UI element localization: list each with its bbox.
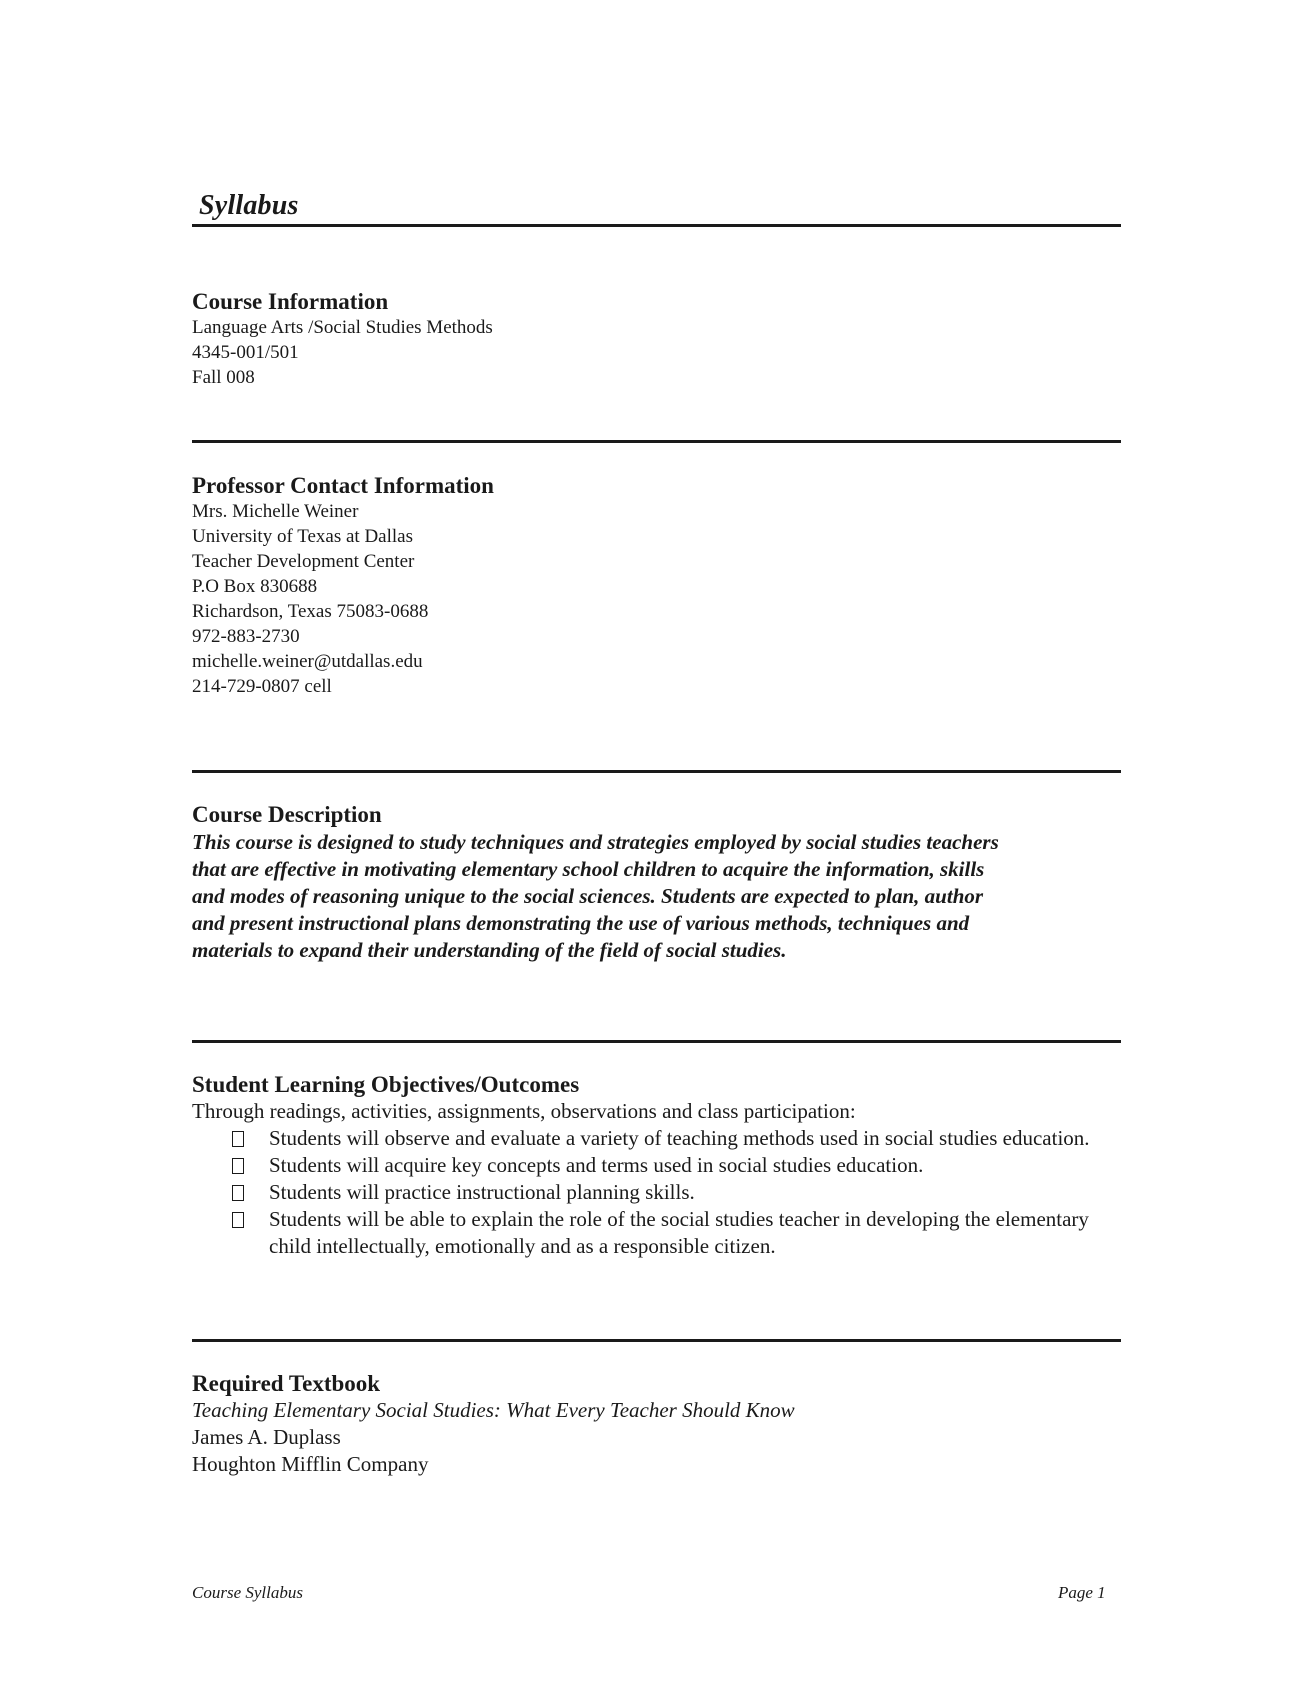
description-line: This course is designed to study techniques and strategies employed by social studies teachers	[192, 830, 999, 854]
description-line: and present instructional plans demonstrating the use of various methods, techniques and	[192, 911, 970, 935]
office-phone: 972-883-2730	[192, 626, 300, 647]
description-text	[192, 829, 1121, 964]
cell-phone: 214-729-0807 cell	[192, 676, 332, 697]
checkbox-bullet-icon	[232, 1158, 244, 1174]
university: University of Texas at Dallas	[192, 526, 413, 547]
divider	[192, 440, 1121, 443]
footer-page-number: Page 1	[1058, 1583, 1106, 1602]
textbook-publisher: Houghton Mifflin Company	[192, 1452, 429, 1476]
required-textbook-section	[192, 1370, 1121, 1478]
list-item	[192, 1152, 1121, 1179]
objectives-intro: Through readings, activities, assignments, observations and class participation:	[192, 1099, 856, 1123]
objectives-list	[192, 1125, 1121, 1260]
list-item	[192, 1125, 1121, 1152]
section-heading: Course Information	[192, 289, 389, 314]
description-line: that are effective in motivating elementary school children to acquire the information, skills	[192, 857, 985, 881]
objectives-section	[192, 1071, 1121, 1260]
section-heading: Required Textbook	[192, 1371, 381, 1396]
divider	[192, 770, 1121, 773]
divider	[192, 1339, 1121, 1342]
section-heading: Course Description	[192, 802, 382, 827]
textbook-title: Teaching Elementary Social Studies: What Every Teacher Should Know	[192, 1398, 795, 1422]
objective-text: Students will be able to explain the role of the social studies teacher in developing the elementary child intellectually, emotionally and as a responsible citizen.	[269, 1207, 1089, 1258]
section-heading: Professor Contact Information	[192, 473, 494, 498]
textbook-author: James A. Duplass	[192, 1425, 341, 1449]
description-line: and modes of reasoning unique to the social sciences. Students are expected to plan, author	[192, 884, 984, 908]
section-heading: Student Learning Objectives/Outcomes	[192, 1072, 580, 1097]
checkbox-bullet-icon	[232, 1212, 244, 1228]
objective-text: Students will practice instructional planning skills.	[269, 1180, 695, 1204]
course-number: 4345-001/501	[192, 342, 299, 363]
course-name: Language Arts /Social Studies Methods	[192, 317, 493, 338]
city-state-zip: Richardson, Texas 75083-0688	[192, 601, 429, 622]
divider	[192, 1040, 1121, 1043]
email-address: michelle.weiner@utdallas.edu	[192, 651, 423, 672]
po-box: P.O Box 830688	[192, 576, 318, 597]
department: Teacher Development Center	[192, 551, 415, 572]
footer-document-name: Course Syllabus	[192, 1583, 303, 1602]
objective-text: Students will observe and evaluate a variety of teaching methods used in social studies education.	[269, 1126, 1090, 1150]
professor-contact-section	[192, 472, 1121, 699]
divider	[192, 224, 1121, 227]
list-item	[192, 1179, 1121, 1206]
page-title: Syllabus	[199, 190, 299, 221]
checkbox-bullet-icon	[232, 1131, 244, 1147]
course-description-section	[192, 801, 1121, 964]
course-information-section	[192, 288, 1121, 390]
description-line: materials to expand their understanding of the field of social studies.	[192, 938, 787, 962]
course-term: Fall 008	[192, 367, 255, 388]
list-item	[192, 1206, 1121, 1260]
professor-name: Mrs. Michelle Weiner	[192, 501, 359, 522]
objective-text: Students will acquire key concepts and terms used in social studies education.	[269, 1153, 924, 1177]
checkbox-bullet-icon	[232, 1185, 244, 1201]
